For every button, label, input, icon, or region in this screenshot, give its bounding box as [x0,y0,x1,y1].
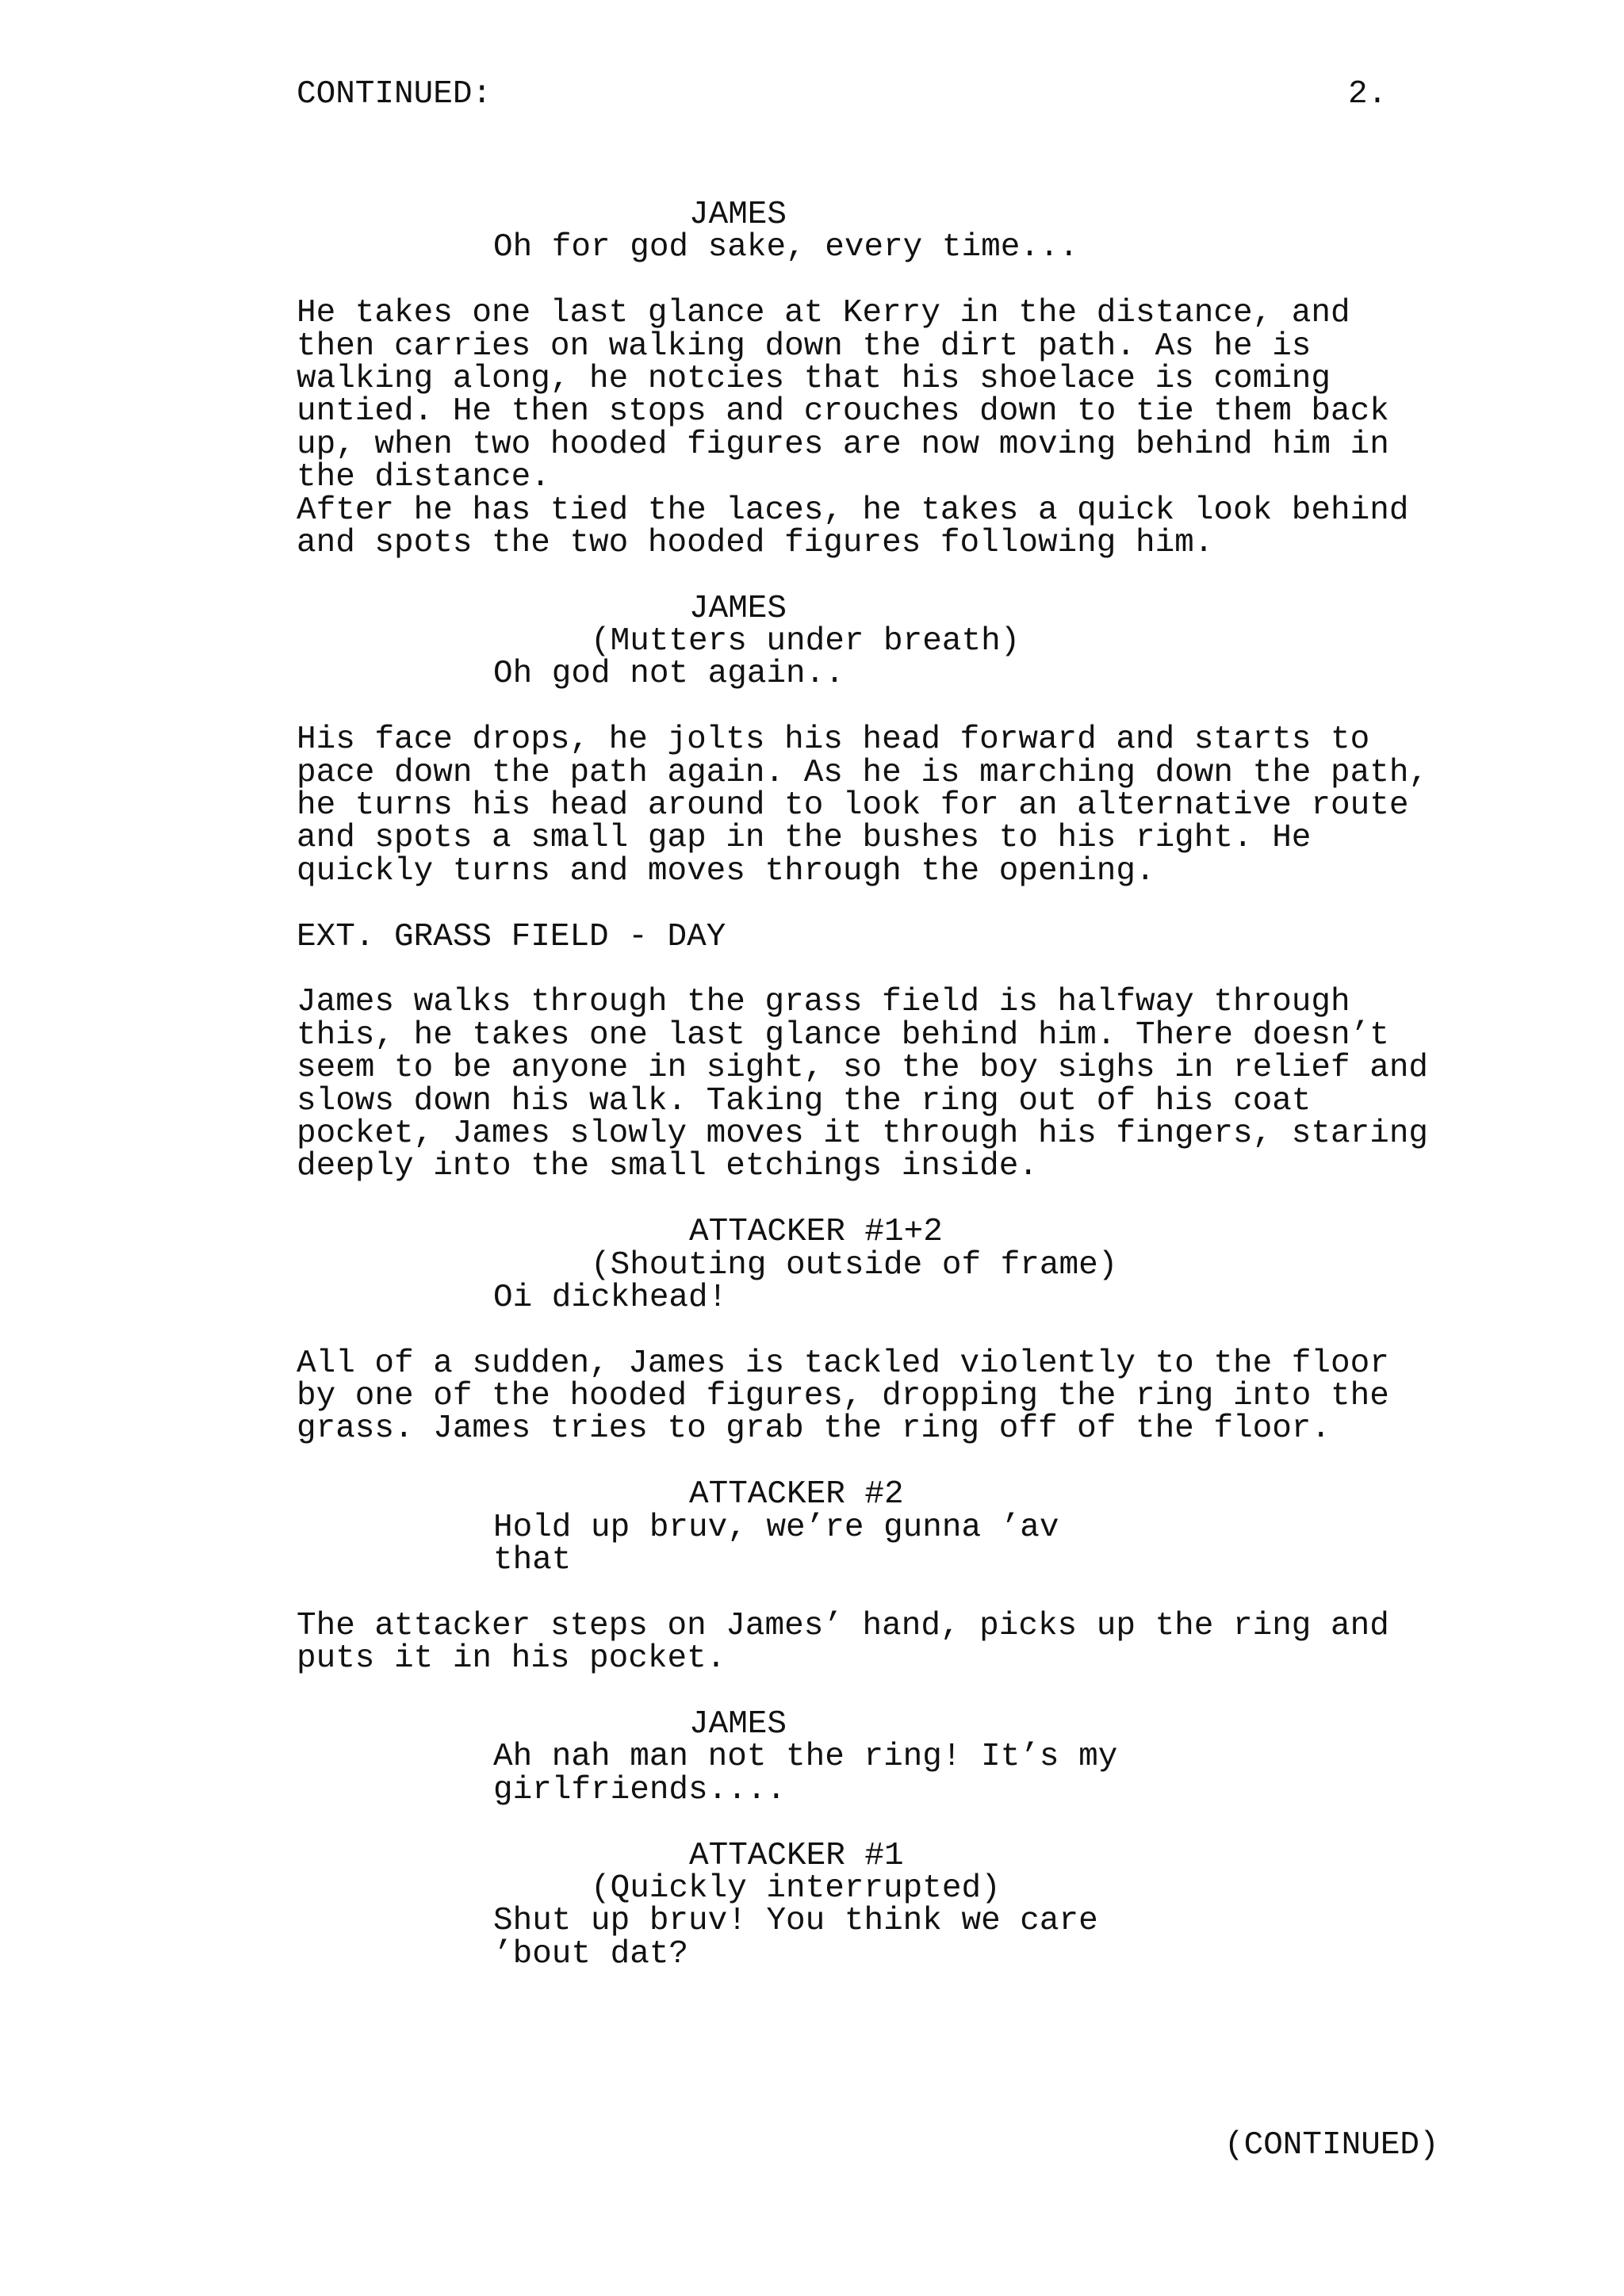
parenthetical: (Mutters under breath) [591,623,1021,660]
action-line: he turns his head around to look for an alternative route [297,787,1409,825]
action-line: this, he takes one last glance behind him. There doesn’t [297,1016,1389,1054]
parenthetical: (Quickly interrupted) [591,1869,1001,1907]
action-block [297,297,1486,560]
action-block [297,1607,1486,1678]
action-line: and spots a small gap in the bushes to his right. He [297,820,1312,857]
action-line: slows down his walk. Taking the ring out of his coat [297,1082,1312,1119]
dialogue-line: Hold up bruv, we’re gunna ’av [493,1509,1059,1546]
action-line: pocket, James slowly moves it through his fingers, staring [297,1115,1429,1152]
character-name: JAMES [689,1705,787,1743]
dialogue-line: that [493,1542,572,1579]
action-line: pace down the path again. As he is marching down the path, [297,754,1429,791]
dialogue-line: Oh god not again.. [493,656,845,693]
continued-footer: (CONTINUED) [1224,2127,1439,2164]
dialogue-line: Oi dickhead! [493,1279,728,1316]
character-name: ATTACKER #1+2 [689,1214,943,1251]
script-body [297,199,1486,1971]
action-line: up, when two hooded figures are now moving behind him in [297,426,1389,463]
action-line: walking along, he notcies that his shoelace is coming [297,360,1331,397]
dialogue-block [297,1216,1486,1314]
action-line: deeply into the small etchings inside. [297,1148,1038,1185]
action-line: All of a sudden, James is tackled violently to the floor [297,1345,1389,1382]
action-line: untied. He then stops and crouches down to tie them back [297,393,1389,430]
action-line: grass. James tries to grab the ring off of the floor. [297,1410,1331,1448]
dialogue-line: ’bout dat? [493,1935,689,1973]
dialogue-block [297,1476,1486,1579]
action-line: the distance. [297,459,550,496]
page-number: 2. [1348,76,1388,113]
action-line: He takes one last glance at Kerry in the distance, and [297,295,1350,332]
dialogue-block [297,1705,1486,1808]
action-line: seem to be anyone in sight, so the boy sighs in relief and [297,1050,1429,1087]
character-name: JAMES [689,590,787,627]
character-name: ATTACKER #1 [689,1837,904,1874]
action-line: quickly turns and moves through the opening. [297,852,1155,890]
action-block [297,1345,1486,1448]
dialogue-block [297,199,1486,265]
action-line: puts it in his pocket. [297,1640,726,1678]
action-block [297,986,1486,1183]
action-block [297,721,1486,890]
continued-header: CONTINUED: [297,76,492,113]
character-name: JAMES [689,197,787,233]
action-line: His face drops, he jolts his head forward and starts to [297,721,1370,759]
dialogue-line: Ah nah man not the ring! It’s my [493,1739,1118,1776]
dialogue-block [297,590,1486,693]
dialogue-block [297,1837,1486,1973]
dialogue-line: girlfriends.... [493,1771,787,1808]
action-line: and spots the two hooded figures following him. [297,524,1214,561]
action-line: The attacker steps on James’ hand, picks up the ring and [297,1607,1389,1644]
dialogue-line: Shut up bruv! You think we care [493,1903,1098,1940]
character-name: ATTACKER #2 [689,1476,904,1513]
action-line: James walks through the grass field is halfway through [297,984,1350,1021]
scene-heading: EXT. GRASS FIELD - DAY [297,918,726,955]
parenthetical: (Shouting outside of frame) [591,1246,1118,1284]
action-line: After he has tied the laces, he takes a quick look behind [297,492,1409,529]
action-line: then carries on walking down the dirt path. As he is [297,327,1312,365]
dialogue-line: Oh for god sake, every time... [493,229,1079,266]
action-line: by one of the hooded figures, dropping the ring into the [297,1378,1389,1415]
